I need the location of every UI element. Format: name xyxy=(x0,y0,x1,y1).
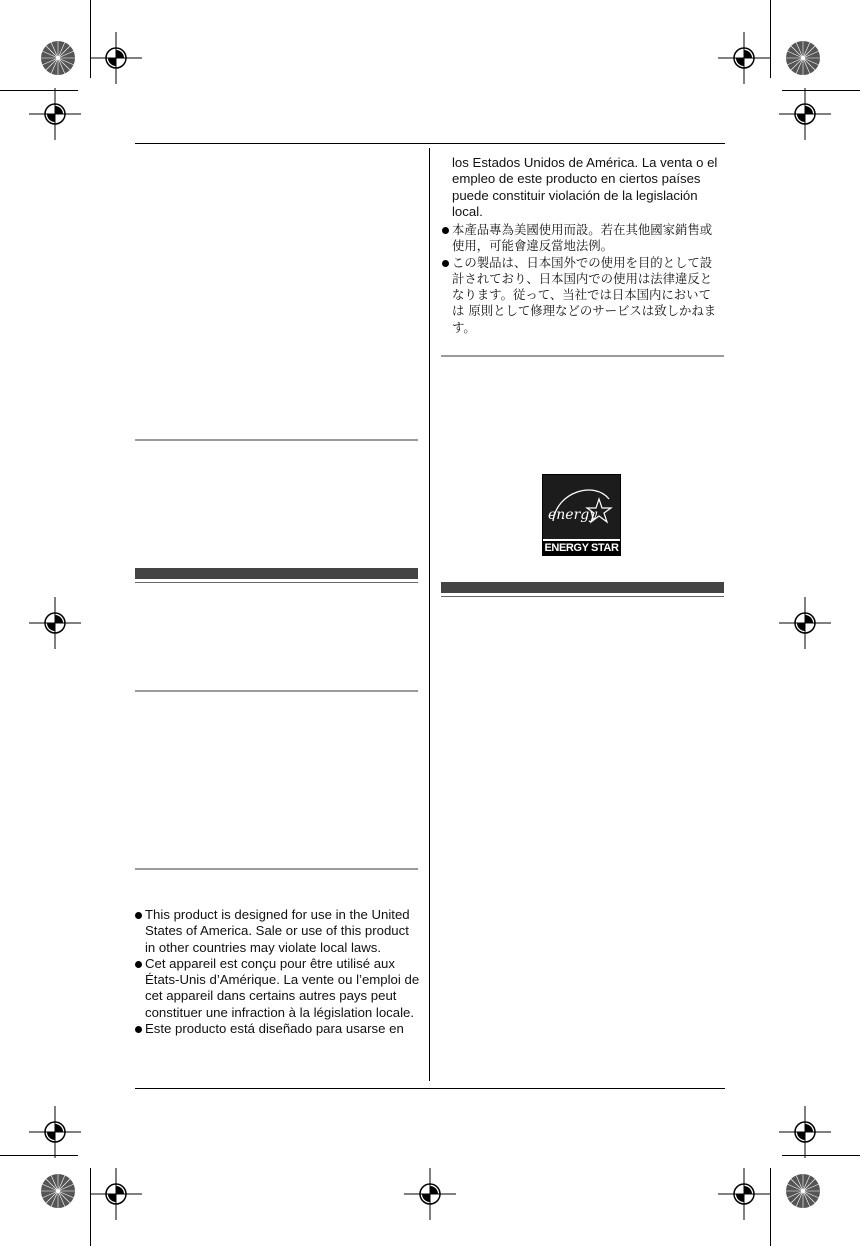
notice-list-left xyxy=(135,907,420,1037)
energy-star-icon xyxy=(543,475,620,539)
bullet-icon xyxy=(442,260,449,267)
section-header-underline xyxy=(441,596,724,597)
list-item xyxy=(135,956,420,1021)
crop-line xyxy=(770,1168,771,1246)
starburst-target-icon xyxy=(785,40,821,76)
list-item xyxy=(135,1021,420,1037)
notice-list-right xyxy=(442,222,722,336)
section-header-band xyxy=(135,568,418,579)
list-item xyxy=(442,255,722,336)
energy-star-emblem xyxy=(543,475,620,539)
page-bottom-rule xyxy=(135,1088,725,1089)
registration-target-icon xyxy=(29,88,81,140)
registration-target-icon xyxy=(718,32,770,84)
section-header-band xyxy=(441,582,724,593)
notice-text-ja: この製品は、日本国外での使用を目的として設計されており、日本国内での使用は法律違反となります。従って、当社では日本国内においては 原則として修理などのサービスは致しかねます。 xyxy=(452,254,717,335)
bullet-icon xyxy=(135,961,142,968)
notice-text-fr: Cet appareil est conçu pour être utilisé aux États-Unis d’Amérique. La vente ou l’emploi de cet appareil dans certains autres pays peut constituer une infraction à la législation locale. xyxy=(145,955,420,1020)
bullet-icon xyxy=(442,227,449,234)
energy-star-logo xyxy=(542,474,621,556)
energy-script-text: energy xyxy=(548,507,598,523)
section-rule xyxy=(441,355,724,357)
energy-star-label: ENERGY STAR xyxy=(544,542,619,554)
bullet-icon xyxy=(135,1026,142,1033)
notice-text-es: Este producto está diseñado para usarse en xyxy=(145,1021,404,1037)
bullet-icon xyxy=(135,912,142,919)
registration-target-icon xyxy=(779,597,831,649)
notice-text-en: This product is designed for use in the United States of America. Sale or use of this product in other countries may violate local laws. xyxy=(145,907,410,955)
crop-line xyxy=(770,0,771,78)
starburst-target-icon xyxy=(785,1173,821,1209)
list-item xyxy=(135,907,420,956)
registration-target-icon xyxy=(779,88,831,140)
registration-target-icon xyxy=(90,32,142,84)
notice-text-zh: 本產品專為美國使用而設。若在其他國家銷售或使用，可能會違反當地法例。 xyxy=(452,222,713,254)
notice-text-es-continued: los Estados Unidos de América. La venta o el empleo de este producto en ciertos países puede constituir violación de la legislación local. xyxy=(452,155,718,219)
section-rule xyxy=(135,439,418,441)
registration-target-icon xyxy=(29,1106,81,1158)
registration-target-icon xyxy=(90,1168,142,1220)
page-top-rule xyxy=(135,143,725,144)
section-header-underline xyxy=(135,582,418,583)
starburst-target-icon xyxy=(40,40,76,76)
list-item xyxy=(442,222,722,255)
column-divider xyxy=(429,148,430,1081)
registration-target-icon xyxy=(29,597,81,649)
starburst-target-icon xyxy=(40,1173,76,1209)
section-rule xyxy=(135,690,418,692)
registration-target-icon xyxy=(404,1168,456,1220)
section-rule xyxy=(135,868,418,870)
registration-target-icon xyxy=(779,1106,831,1158)
registration-target-icon xyxy=(718,1168,770,1220)
